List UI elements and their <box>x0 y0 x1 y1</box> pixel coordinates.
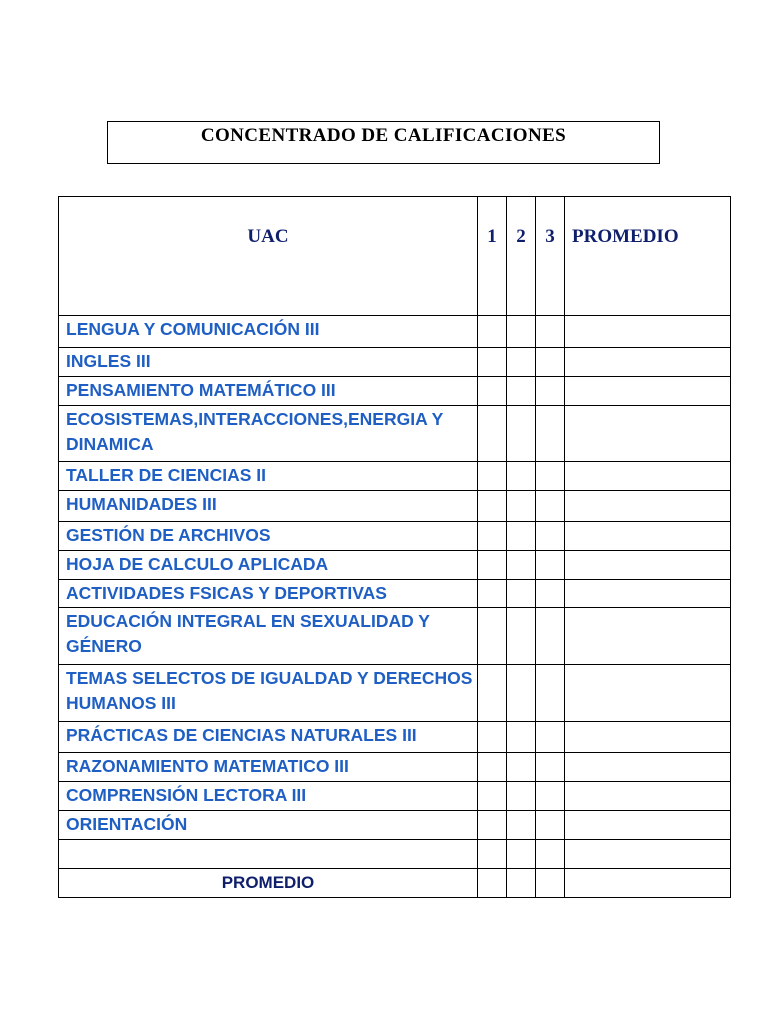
grade-cell-3 <box>536 348 565 377</box>
grade-cell-3 <box>536 316 565 348</box>
grade-cell-2 <box>507 551 536 580</box>
grade-cell-3 <box>536 406 565 462</box>
grade-cell-1 <box>478 462 507 491</box>
table-row <box>59 580 731 608</box>
subject-name: COMPRENSIÓN LECTORA III <box>59 782 478 811</box>
subject-name: TALLER DE CIENCIAS II <box>59 462 478 491</box>
grade-cell-1 <box>478 522 507 551</box>
footer-promedio-label: PROMEDIO <box>59 869 478 898</box>
subject-name: LENGUA Y COMUNICACIÓN III <box>59 316 478 348</box>
table-footer-row <box>59 869 731 898</box>
average-cell <box>565 722 731 753</box>
header-promedio: PROMEDIO <box>565 197 731 316</box>
grade-cell-2 <box>507 840 536 869</box>
average-cell <box>565 462 731 491</box>
grade-cell-2 <box>507 753 536 782</box>
grade-cell-3 <box>536 782 565 811</box>
grade-cell-3 <box>536 753 565 782</box>
average-cell <box>565 782 731 811</box>
grade-cell-1 <box>478 580 507 608</box>
subject-name: INGLES III <box>59 348 478 377</box>
grade-cell-3 <box>536 377 565 406</box>
average-cell <box>565 522 731 551</box>
subject-name: PENSAMIENTO MATEMÁTICO III <box>59 377 478 406</box>
subject-name: ACTIVIDADES FSICAS Y DEPORTIVAS <box>59 580 478 608</box>
average-cell <box>565 377 731 406</box>
header-uac: UAC <box>59 197 478 316</box>
table-header-row <box>59 197 731 316</box>
grade-cell-1 <box>478 608 507 665</box>
header-period-1: 1 <box>478 197 507 316</box>
grades-table <box>58 196 731 898</box>
average-cell <box>565 753 731 782</box>
document-title: CONCENTRADO DE CALIFICACIONES <box>107 121 660 164</box>
grade-cell-1 <box>478 869 507 898</box>
grade-cell-2 <box>507 580 536 608</box>
grade-cell-3 <box>536 580 565 608</box>
grade-cell-3 <box>536 551 565 580</box>
average-cell <box>565 811 731 840</box>
grade-cell-2 <box>507 406 536 462</box>
average-cell <box>565 491 731 522</box>
table-row <box>59 348 731 377</box>
grade-cell-3 <box>536 722 565 753</box>
average-cell <box>565 316 731 348</box>
table-row <box>59 522 731 551</box>
grade-cell-2 <box>507 348 536 377</box>
grade-cell-1 <box>478 840 507 869</box>
subject-name: RAZONAMIENTO MATEMATICO III <box>59 753 478 782</box>
grade-cell-1 <box>478 377 507 406</box>
grade-cell-1 <box>478 722 507 753</box>
grade-cell-2 <box>507 722 536 753</box>
grade-cell-1 <box>478 348 507 377</box>
grade-cell-3 <box>536 522 565 551</box>
grade-cell-2 <box>507 462 536 491</box>
average-cell <box>565 580 731 608</box>
subject-name: ECOSISTEMAS,INTERACCIONES,ENERGIA Y DINAMICA <box>59 406 478 462</box>
grade-cell-2 <box>507 869 536 898</box>
grade-cell-2 <box>507 377 536 406</box>
grade-cell-2 <box>507 316 536 348</box>
grade-cell-1 <box>478 406 507 462</box>
average-cell <box>565 406 731 462</box>
header-period-3: 3 <box>536 197 565 316</box>
table-row <box>59 811 731 840</box>
subject-name: HUMANIDADES III <box>59 491 478 522</box>
subject-name: ORIENTACIÓN <box>59 811 478 840</box>
grade-cell-1 <box>478 491 507 522</box>
grade-cell-3 <box>536 840 565 869</box>
subject-name: TEMAS SELECTOS DE IGUALDAD Y DERECHOS HUMANOS III <box>59 665 478 722</box>
table-row <box>59 377 731 406</box>
grade-cell-3 <box>536 608 565 665</box>
grade-cell-2 <box>507 665 536 722</box>
average-cell <box>565 348 731 377</box>
table-row <box>59 665 731 722</box>
table-row <box>59 551 731 580</box>
subject-name-empty <box>59 840 478 869</box>
table-row <box>59 316 731 348</box>
grade-cell-1 <box>478 551 507 580</box>
table-row <box>59 722 731 753</box>
subject-name: GESTIÓN DE ARCHIVOS <box>59 522 478 551</box>
grade-cell-2 <box>507 608 536 665</box>
table-row <box>59 753 731 782</box>
average-cell <box>565 608 731 665</box>
grade-cell-3 <box>536 869 565 898</box>
grade-cell-3 <box>536 462 565 491</box>
grade-cell-3 <box>536 665 565 722</box>
grade-cell-2 <box>507 811 536 840</box>
grade-cell-3 <box>536 811 565 840</box>
average-cell <box>565 869 731 898</box>
grade-cell-2 <box>507 491 536 522</box>
grade-cell-1 <box>478 665 507 722</box>
subject-name: HOJA DE CALCULO APLICADA <box>59 551 478 580</box>
grade-cell-2 <box>507 782 536 811</box>
table-row <box>59 491 731 522</box>
table-row <box>59 782 731 811</box>
table-row <box>59 608 731 665</box>
table-row-empty <box>59 840 731 869</box>
grade-cell-1 <box>478 753 507 782</box>
subject-name: PRÁCTICAS DE CIENCIAS NATURALES III <box>59 722 478 753</box>
table-row <box>59 406 731 462</box>
grade-cell-3 <box>536 491 565 522</box>
grade-cell-1 <box>478 782 507 811</box>
subject-name: EDUCACIÓN INTEGRAL EN SEXUALIDAD Y GÉNERO <box>59 608 478 665</box>
average-cell <box>565 551 731 580</box>
average-cell <box>565 840 731 869</box>
header-period-2: 2 <box>507 197 536 316</box>
grade-cell-2 <box>507 522 536 551</box>
grade-cell-1 <box>478 316 507 348</box>
average-cell <box>565 665 731 722</box>
table-row <box>59 462 731 491</box>
grade-cell-1 <box>478 811 507 840</box>
